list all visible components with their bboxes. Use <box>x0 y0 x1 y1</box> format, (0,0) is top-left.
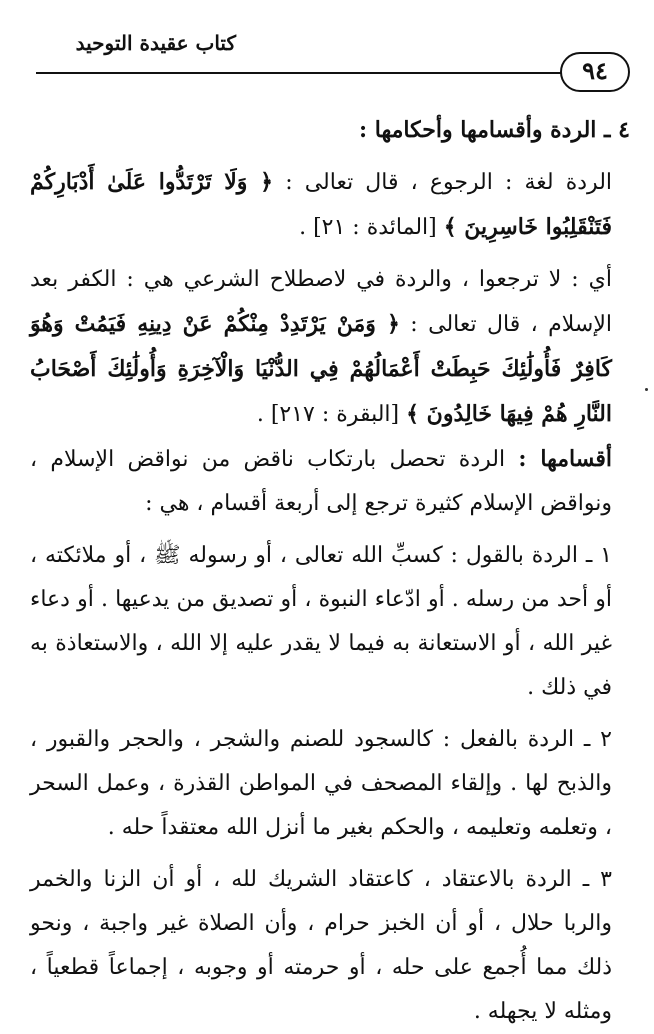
technical-definition-paragraph <box>30 258 630 437</box>
quran-verse-al-maidah: ﴿ وَلَا تَرْتَدُّوا عَلَىٰ أَدْبَارِكُمْ فَتَنْقَلِبُوا خَاسِرِينَ ﴾ <box>30 169 612 240</box>
divisions-label: أقسامها : <box>518 446 612 472</box>
apostasy-by-speech-item: ١ ـ الردة بالقول : كسبِّ الله تعالى ، أو رسوله ﷺ ، أو ملائكته ، أو أحد من رسله . أو ادّعاء النبوة ، أو تصديق من يدعيها . أو دعاء غير الله ، أو الاستعانة به فيما لا يقدر عليه إلا الله ، والاستعاذة به في ذلك . <box>30 543 612 700</box>
section-heading: ٤ ـ الردة وأقسامها وأحكامها : <box>359 117 630 143</box>
running-header-title: كتاب عقيدة التوحيد <box>75 31 236 55</box>
linguistic-definition-intro: الردة لغة : الرجوع ، قال تعالى : <box>285 170 613 195</box>
verse-reference-al-baqarah: [البقرة : ٢١٧] . <box>256 402 400 427</box>
page-number-badge: ٩٤ <box>560 52 630 92</box>
divisions-text: الردة تحصل بارتكاب ناقض من نواقض الإسلام ، ونواقض الإسلام كثيرة ترجع إلى أربعة أقسام ، هي : <box>30 447 612 516</box>
margin-dot <box>645 388 648 391</box>
header-rule <box>36 72 564 74</box>
verse-reference-al-maidah: [المائدة : ٢١] . <box>299 215 437 240</box>
apostasy-by-belief-item: ٣ ـ الردة بالاعتقاد ، كاعتقاد الشريك لله ، أو أن الزنا والخمر والربا حلال ، أو أن الخبز حرام ، وأن الصلاة غير واجبة ، ونحو ذلك مما أُجمع على حله ، أو حرمته أو وجوبه ، إجماعاً قطعياً ، ومثله لا يجهله . <box>30 867 612 1024</box>
technical-definition-intro: أي : لا ترجعوا ، والردة في لاصطلاح الشرعي هي : الكفر بعد الإسلام ، قال تعالى : <box>30 267 612 337</box>
apostasy-by-action-item: ٢ ـ الردة بالفعل : كالسجود للصنم والشجر ، والحجر والقبور ، والذبح لها . وإلقاء المصحف في المواطن القذرة ، وعمل السحر ، وتعلمه وتعليمه ، والحكم بغير ما أنزل الله معتقداً حله . <box>30 727 612 840</box>
page-body <box>30 108 630 1034</box>
linguistic-definition-paragraph <box>30 160 630 250</box>
divisions-paragraph <box>30 437 630 526</box>
quran-verse-al-baqarah: ﴿ وَمَنْ يَرْتَدِدْ مِنْكُمْ عَنْ دِينِهِ فَيَمُتْ وَهُوَ كَافِرٌ فَأُولَٰئِكَ حَبِطَتْ أَعْمَالُهُمْ فِي الدُّنْيَا وَالْآخِرَةِ وَأُولَٰئِكَ أَصْحَابُ النَّارِ هُمْ فِيهَا خَالِدُونَ ﴾ <box>30 311 612 427</box>
